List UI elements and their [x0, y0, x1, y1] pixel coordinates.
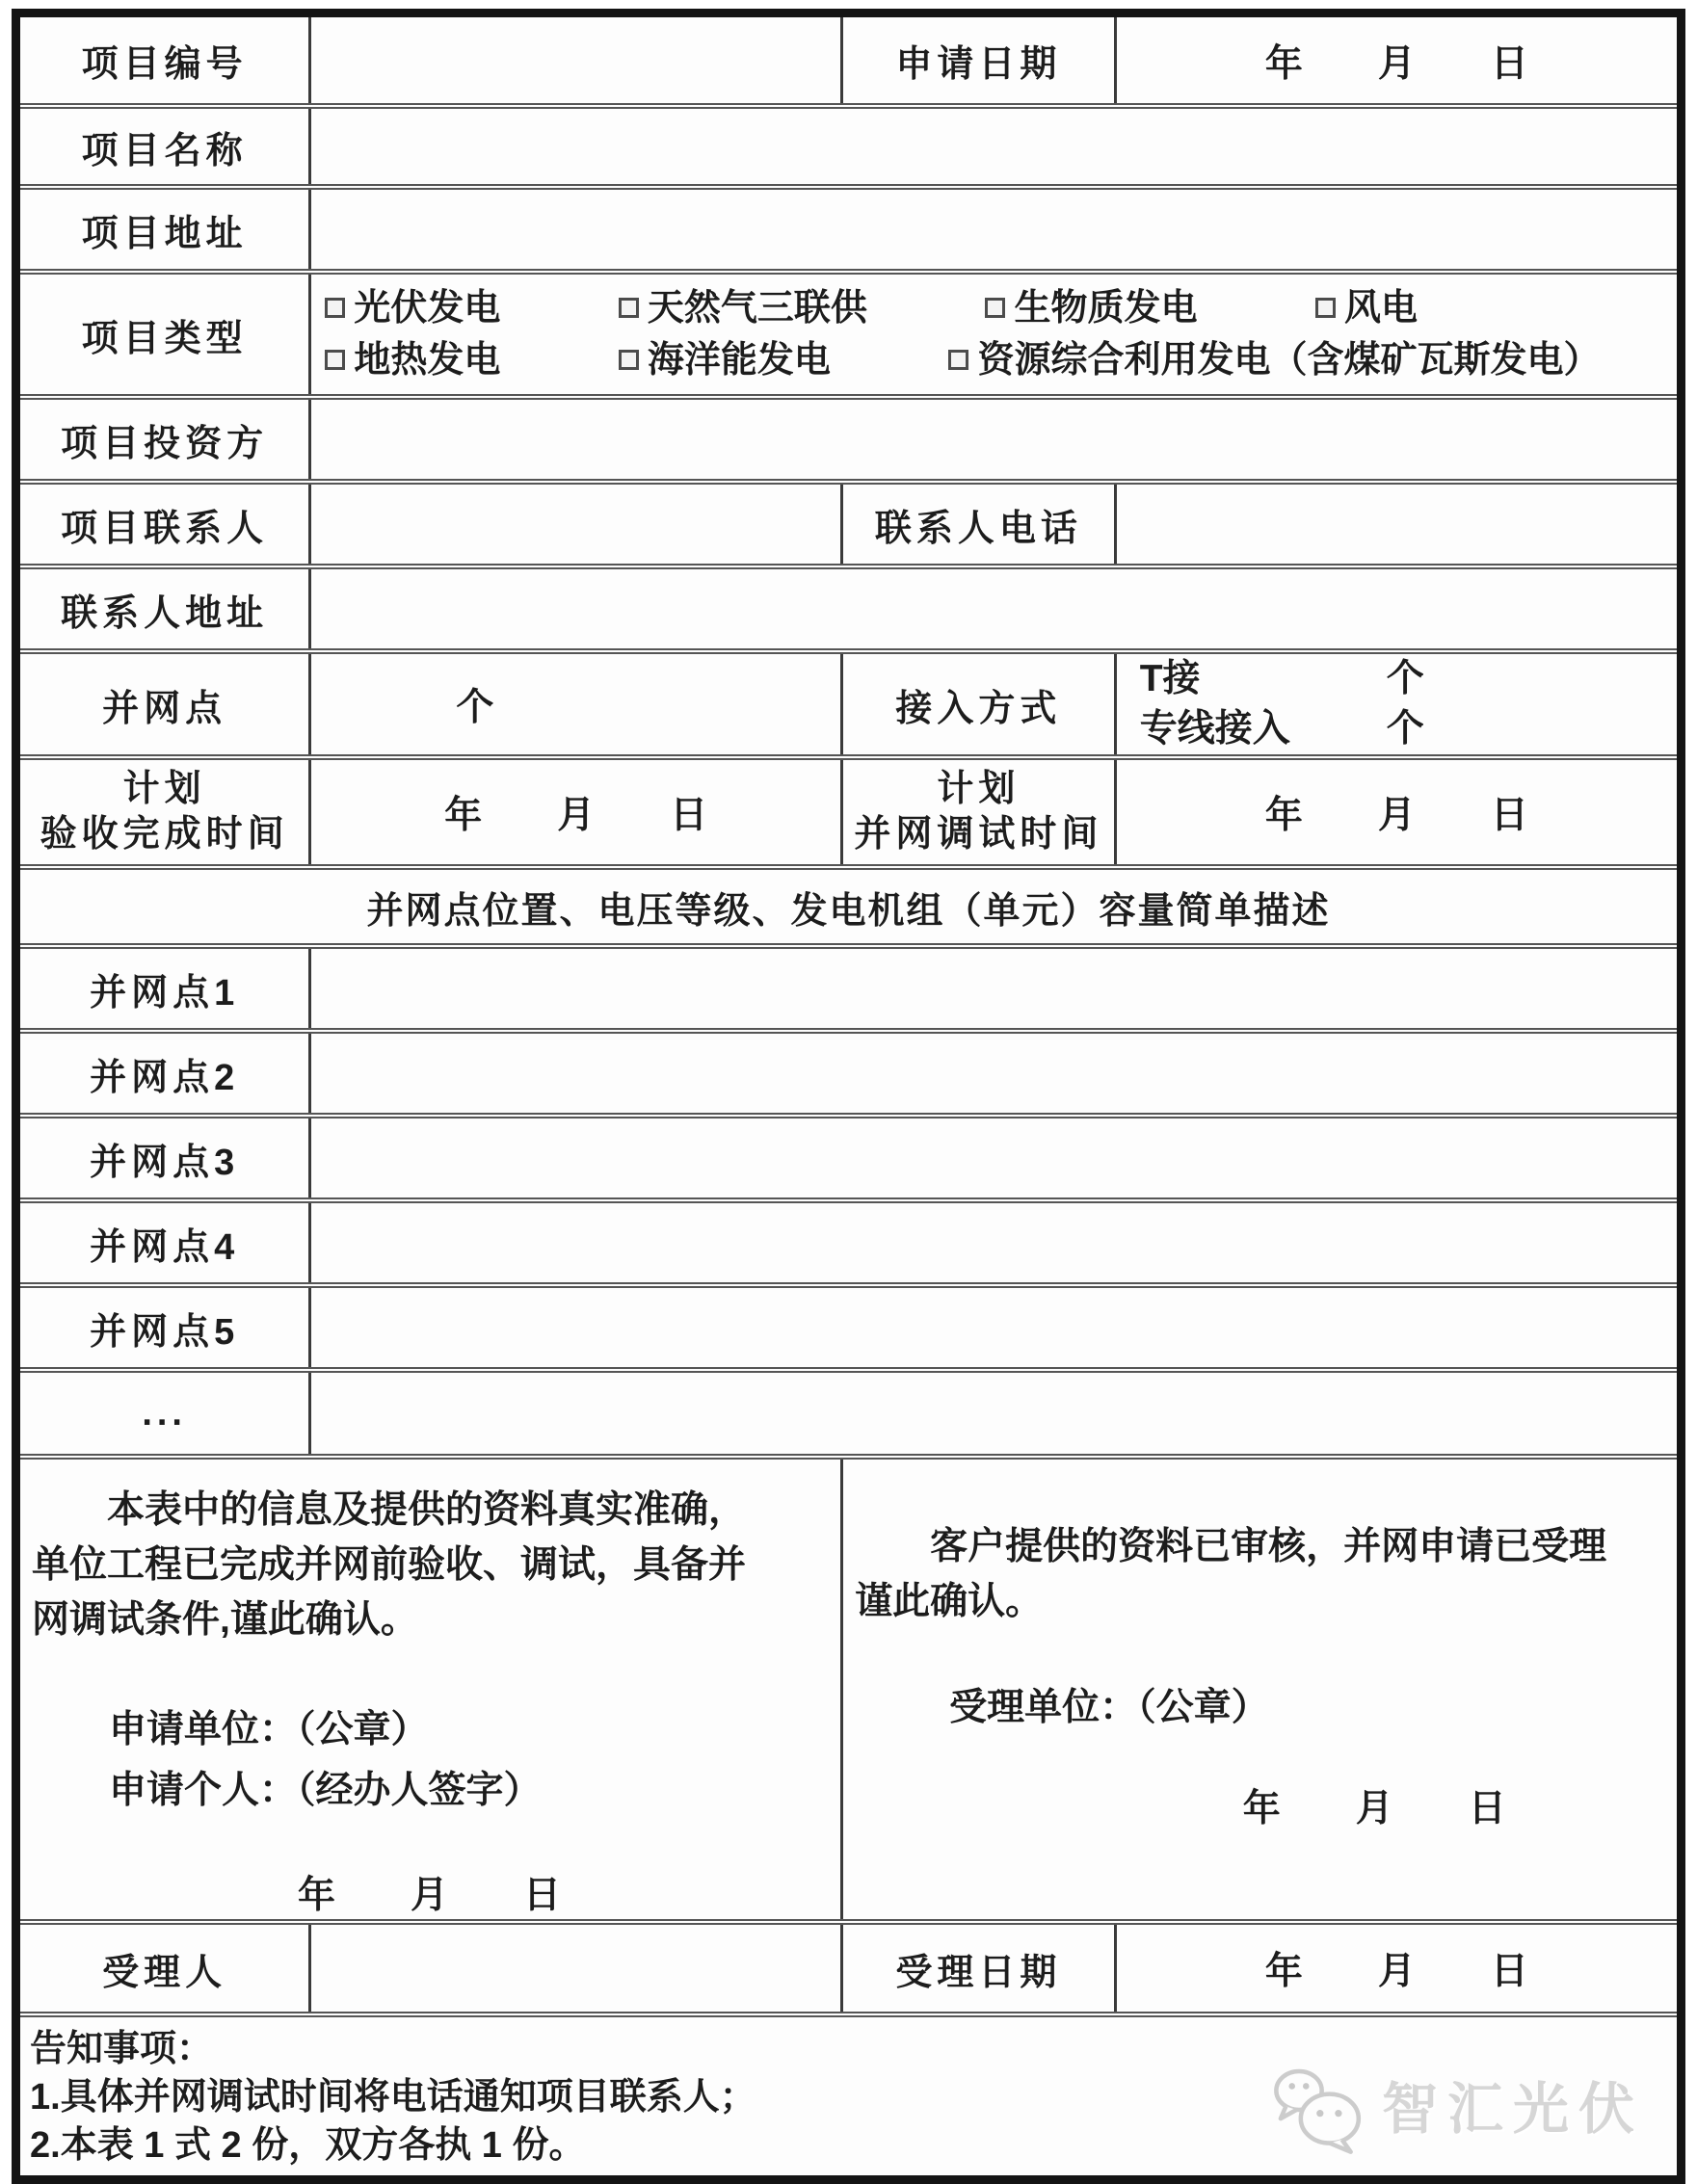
application-form-sheet — [12, 9, 1685, 2184]
acceptor-declaration-line2: 谨此确认。 — [855, 1581, 1044, 1622]
checkbox-icon — [325, 298, 345, 318]
plan-acceptance-date-value: 年 月 日 — [310, 757, 842, 867]
grid-point-unit: 个 — [456, 687, 494, 728]
option-biomass — [985, 288, 1197, 329]
option-label: 风电 — [1344, 288, 1419, 329]
row-grid-point-more — [20, 1370, 1677, 1457]
applicant-declaration-text — [32, 1483, 827, 1647]
access-mode-label: 接入方式 — [842, 651, 1116, 757]
access-dedicated-unit: 个 — [1386, 708, 1424, 750]
grid-point-1-value-cell — [310, 946, 1677, 1031]
watermark — [1270, 2064, 1644, 2156]
plan-debug-date-value: 年 月 日 — [1115, 757, 1677, 867]
applicant-person-signature-label: 申请个人：（经办人签字） — [109, 1770, 542, 1811]
grid-point-1-label: 并网点1 — [20, 946, 310, 1031]
plan-debug-label-line2: 并网调试时间 — [854, 814, 1103, 855]
grid-point-more-label: ... — [20, 1370, 310, 1457]
project-type-options-line1 — [325, 282, 1671, 334]
grid-point-3-value-cell — [310, 1116, 1677, 1200]
project-type-options-line2 — [325, 334, 1671, 386]
notes-item-2: 2.本表 1 式 2 份，双方各执 1 份。 — [30, 2125, 586, 2166]
row-project-investor — [20, 397, 1677, 482]
grid-point-4-label: 并网点4 — [20, 1200, 310, 1285]
option-label: 光伏发电 — [354, 288, 501, 329]
option-label: 海洋能发电 — [647, 340, 831, 381]
handler-label: 受理人 — [20, 1922, 310, 2014]
wechat-icon — [1270, 2064, 1366, 2156]
project-name-label: 项目名称 — [20, 106, 310, 187]
project-address-value-cell — [310, 187, 1677, 272]
contact-address-label: 联系人地址 — [20, 566, 310, 651]
project-number-value-cell — [310, 17, 842, 106]
option-pv — [325, 288, 500, 329]
apply-date-label: 申请日期 — [842, 17, 1116, 106]
row-project-address — [20, 187, 1677, 272]
checkbox-icon — [948, 350, 968, 370]
row-grid-point-1 — [20, 946, 1677, 1031]
project-investor-label: 项目投资方 — [20, 397, 310, 482]
checkbox-icon — [325, 350, 345, 370]
project-address-label: 项目地址 — [20, 187, 310, 272]
grid-point-count-cell — [310, 651, 842, 757]
notes-title: 告知事项： — [30, 2029, 214, 2069]
watermark-brand-text: 智汇光伏 — [1381, 2078, 1644, 2141]
row-project-number — [20, 17, 1677, 106]
row-grid-point-4 — [20, 1200, 1677, 1285]
applicant-date: 年 月 日 — [298, 1875, 562, 1916]
points-description-header: 并网点位置、电压等级、发电机组（单元）容量简单描述 — [20, 867, 1677, 946]
option-label: 生物质发电 — [1014, 288, 1198, 329]
option-label: 地热发电 — [354, 340, 501, 381]
row-grid-point-5 — [20, 1285, 1677, 1370]
row-points-header — [20, 867, 1677, 946]
project-number-label: 项目编号 — [20, 17, 310, 106]
project-type-options-cell — [310, 272, 1677, 397]
contact-phone-label: 联系人电话 — [842, 482, 1116, 566]
plan-debug-label — [842, 757, 1116, 867]
option-wind — [1315, 288, 1418, 329]
project-type-label: 项目类型 — [20, 272, 310, 397]
plan-acceptance-label — [20, 757, 310, 867]
applicant-declaration-line1: 本表中的信息及提供的资料真实准确， — [107, 1489, 747, 1531]
acceptor-declaration-text — [855, 1519, 1663, 1629]
access-t-line — [1140, 654, 1677, 704]
row-plan-times — [20, 757, 1677, 867]
acceptor-declaration-cell — [842, 1457, 1677, 1922]
grid-point-more-value-cell — [310, 1370, 1677, 1457]
row-project-type — [20, 272, 1677, 397]
checkbox-icon — [985, 298, 1005, 318]
accept-date-value: 年 月 日 — [1115, 1922, 1677, 2014]
option-geothermal — [325, 340, 500, 381]
project-investor-value-cell — [310, 397, 1677, 482]
acceptor-signature-block — [855, 1677, 1663, 1738]
accept-date-label: 受理日期 — [842, 1922, 1116, 2014]
acceptor-date: 年 月 日 — [1242, 1788, 1506, 1829]
grid-point-5-label: 并网点5 — [20, 1285, 310, 1370]
checkbox-icon — [619, 298, 639, 318]
checkbox-icon — [619, 350, 639, 370]
access-t-unit: 个 — [1386, 658, 1424, 699]
checkbox-icon — [1315, 298, 1336, 318]
row-notes — [20, 2014, 1677, 2175]
applicant-signature-block — [32, 1699, 827, 1821]
row-handler — [20, 1922, 1677, 2014]
acceptor-unit-seal-label: 受理单位：（公章） — [949, 1687, 1269, 1728]
applicant-declaration-line2: 单位工程已完成并网前验收、调试，具备并 — [32, 1544, 747, 1586]
row-grid-point — [20, 651, 1677, 757]
project-contact-label: 项目联系人 — [20, 482, 310, 566]
acceptor-declaration-line1: 客户提供的资料已审核，并网申请已受理 — [930, 1526, 1607, 1567]
notes-cell — [20, 2014, 1677, 2175]
applicant-declaration-cell — [20, 1457, 842, 1922]
access-dedicated-label: 专线接入 — [1139, 708, 1290, 750]
row-declarations — [20, 1457, 1677, 1922]
contact-address-value-cell — [310, 566, 1677, 651]
row-contact-address — [20, 566, 1677, 651]
access-dedicated-line — [1140, 704, 1677, 754]
contact-phone-value-cell — [1115, 482, 1677, 566]
grid-point-2-label: 并网点2 — [20, 1031, 310, 1116]
row-project-contact — [20, 482, 1677, 566]
plan-acceptance-label-line2: 验收完成时间 — [40, 814, 289, 855]
grid-point-5-value-cell — [310, 1285, 1677, 1370]
option-ocean-energy — [619, 340, 831, 381]
project-name-value-cell — [310, 106, 1677, 187]
access-mode-value-cell — [1115, 651, 1677, 757]
option-label: 天然气三联供 — [647, 288, 867, 329]
row-grid-point-3 — [20, 1116, 1677, 1200]
option-label: 资源综合利用发电（含煤矿瓦斯发电） — [977, 340, 1601, 381]
applicant-unit-seal-label: 申请单位：（公章） — [109, 1709, 429, 1750]
option-resource-utilization — [948, 340, 1600, 381]
plan-debug-label-line1: 计划 — [937, 769, 1021, 809]
grid-point-3-label: 并网点3 — [20, 1116, 310, 1200]
option-gas-trigeneration — [619, 288, 867, 329]
handler-value-cell — [310, 1922, 842, 2014]
access-t-label: T接 — [1139, 658, 1201, 699]
row-project-name — [20, 106, 1677, 187]
applicant-declaration-line3: 网调试条件,谨此确认。 — [32, 1599, 418, 1641]
grid-connection-application-table — [20, 17, 1677, 2175]
notes-item-1: 1.具体并网调试时间将电话通知项目联系人； — [30, 2077, 756, 2118]
grid-point-label: 并网点 — [20, 651, 310, 757]
apply-date-value: 年 月 日 — [1115, 17, 1677, 106]
plan-acceptance-label-line1: 计划 — [122, 769, 206, 809]
row-grid-point-2 — [20, 1031, 1677, 1116]
project-contact-value-cell — [310, 482, 842, 566]
grid-point-4-value-cell — [310, 1200, 1677, 1285]
grid-point-2-value-cell — [310, 1031, 1677, 1116]
